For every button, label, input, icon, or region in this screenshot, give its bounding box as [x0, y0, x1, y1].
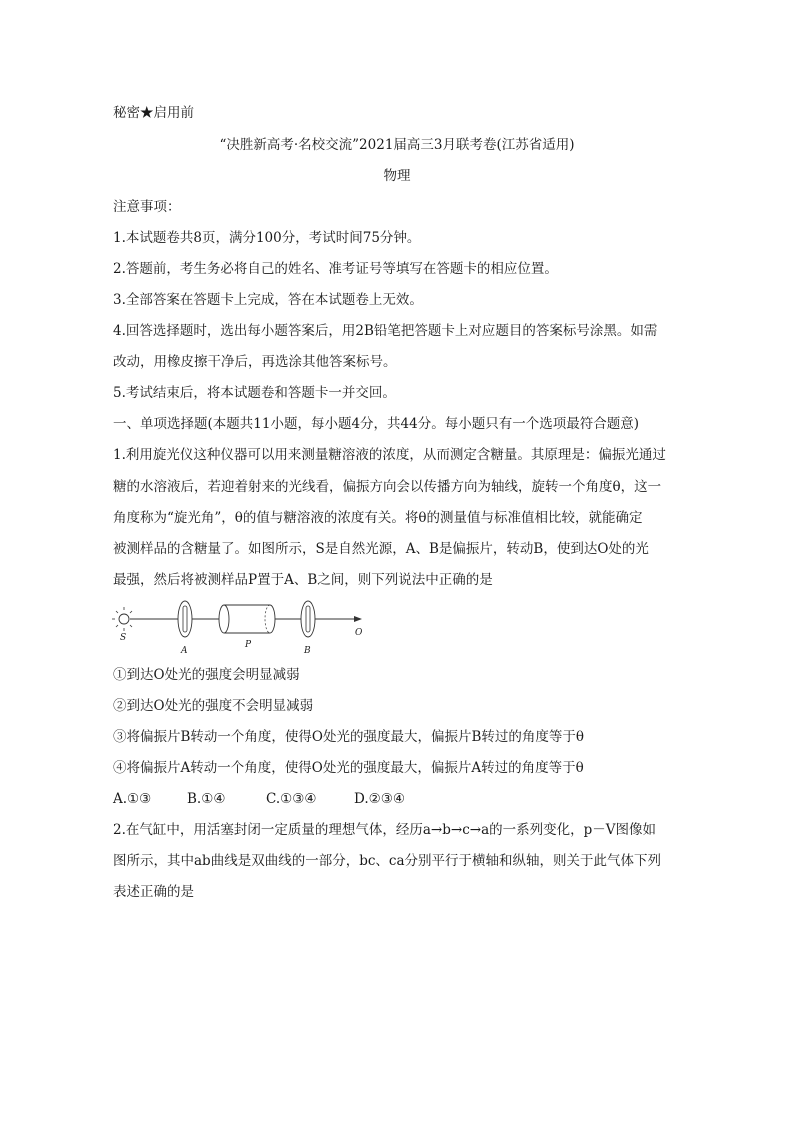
- question-2-line: 图所示，其中ab曲线是双曲线的一部分，bc、ca分别平行于横轴和纵轴，则关于此气体下列: [113, 853, 662, 869]
- choice-a: A.①③: [113, 791, 152, 807]
- notes-heading: 注意事项：: [113, 199, 181, 215]
- question-1-line: 角度称为“旋光角”，θ的值与糖溶液的浓度有关。将θ的测量值与标准值相比较，就能确定: [113, 510, 643, 526]
- question-1-line: 最强，然后将被测样品P置于A、B之间，则下列说法中正确的是: [113, 572, 493, 588]
- label-a: A: [181, 646, 188, 656]
- polarizer-b: [301, 601, 315, 637]
- choice-c: C.①③④: [266, 791, 317, 807]
- statement-1: ①到达O处光的强度会明显减弱: [113, 667, 300, 683]
- sample-tube: [219, 605, 275, 633]
- polarimeter-diagram: [110, 598, 370, 656]
- label-s: S: [120, 633, 127, 643]
- note-item: 3.全部答案在答题卡上完成，答在本试题卷上无效。: [113, 292, 423, 308]
- exam-title: “决胜新高考·名校交流”2021届高三3月联考卷(江苏省适用): [219, 137, 575, 153]
- question-2-line: 2.在气缸中，用活塞封闭一定质量的理想气体，经历a→b→c→a的一系列变化，p－V图像如: [113, 822, 657, 838]
- label-p: P: [245, 640, 252, 650]
- question-1-line: 糖的水溶液后，若迎着射来的光线看，偏振方向会以传播方向为轴线，旋转一个角度θ，这一: [113, 479, 662, 495]
- label-b: B: [304, 646, 311, 656]
- secret-label: 秘密★启用前: [113, 105, 194, 121]
- note-item: 5.考试结束后，将本试题卷和答题卡一并交回。: [113, 385, 396, 401]
- question-1-line: 被测样品的含糖量了。如图所示，S是自然光源，A、B是偏振片，转动B，使到达O处的光: [113, 541, 649, 557]
- statement-3: ③将偏振片B转动一个角度，使得O处光的强度最大，偏振片B转过的角度等于θ: [113, 729, 585, 745]
- choice-d: D.②③④: [354, 791, 405, 807]
- statement-4: ④将偏振片A转动一个角度，使得O处光的强度最大，偏振片A转过的角度等于θ: [113, 760, 584, 776]
- ray-arrow: [354, 616, 362, 622]
- note-item: 1.本试题卷共8页，满分100分，考试时间75分钟。: [113, 230, 421, 246]
- section-heading: 一、单项选择题(本题共11小题，每小题4分，共44分。每小题只有一个选项最符合题意): [113, 416, 639, 432]
- light-source-icon: [112, 607, 132, 631]
- label-o: O: [355, 628, 363, 638]
- note-item: 4.回答选择题时，选出每小题答案后，用2B铅笔把答题卡上对应题目的答案标号涂黑。如需: [113, 323, 658, 339]
- question-1-line: 1.利用旋光仪这种仪器可以用来测量糖溶液的浓度，从而测定含糖量。其原理是：偏振光通过: [113, 447, 666, 463]
- question-2-line: 表述正确的是: [113, 884, 194, 900]
- polarizer-a: [178, 601, 192, 637]
- note-item: 2.答题前，考生务必将自己的姓名、准考证号等填写在答题卡的相应位置。: [113, 261, 558, 277]
- choice-b: B.①④: [187, 791, 226, 807]
- subject-title: 物理: [383, 168, 411, 184]
- statement-2: ②到达O处光的强度不会明显减弱: [113, 698, 314, 714]
- note-item: 改动，用橡皮擦干净后，再选涂其他答案标号。: [113, 354, 397, 370]
